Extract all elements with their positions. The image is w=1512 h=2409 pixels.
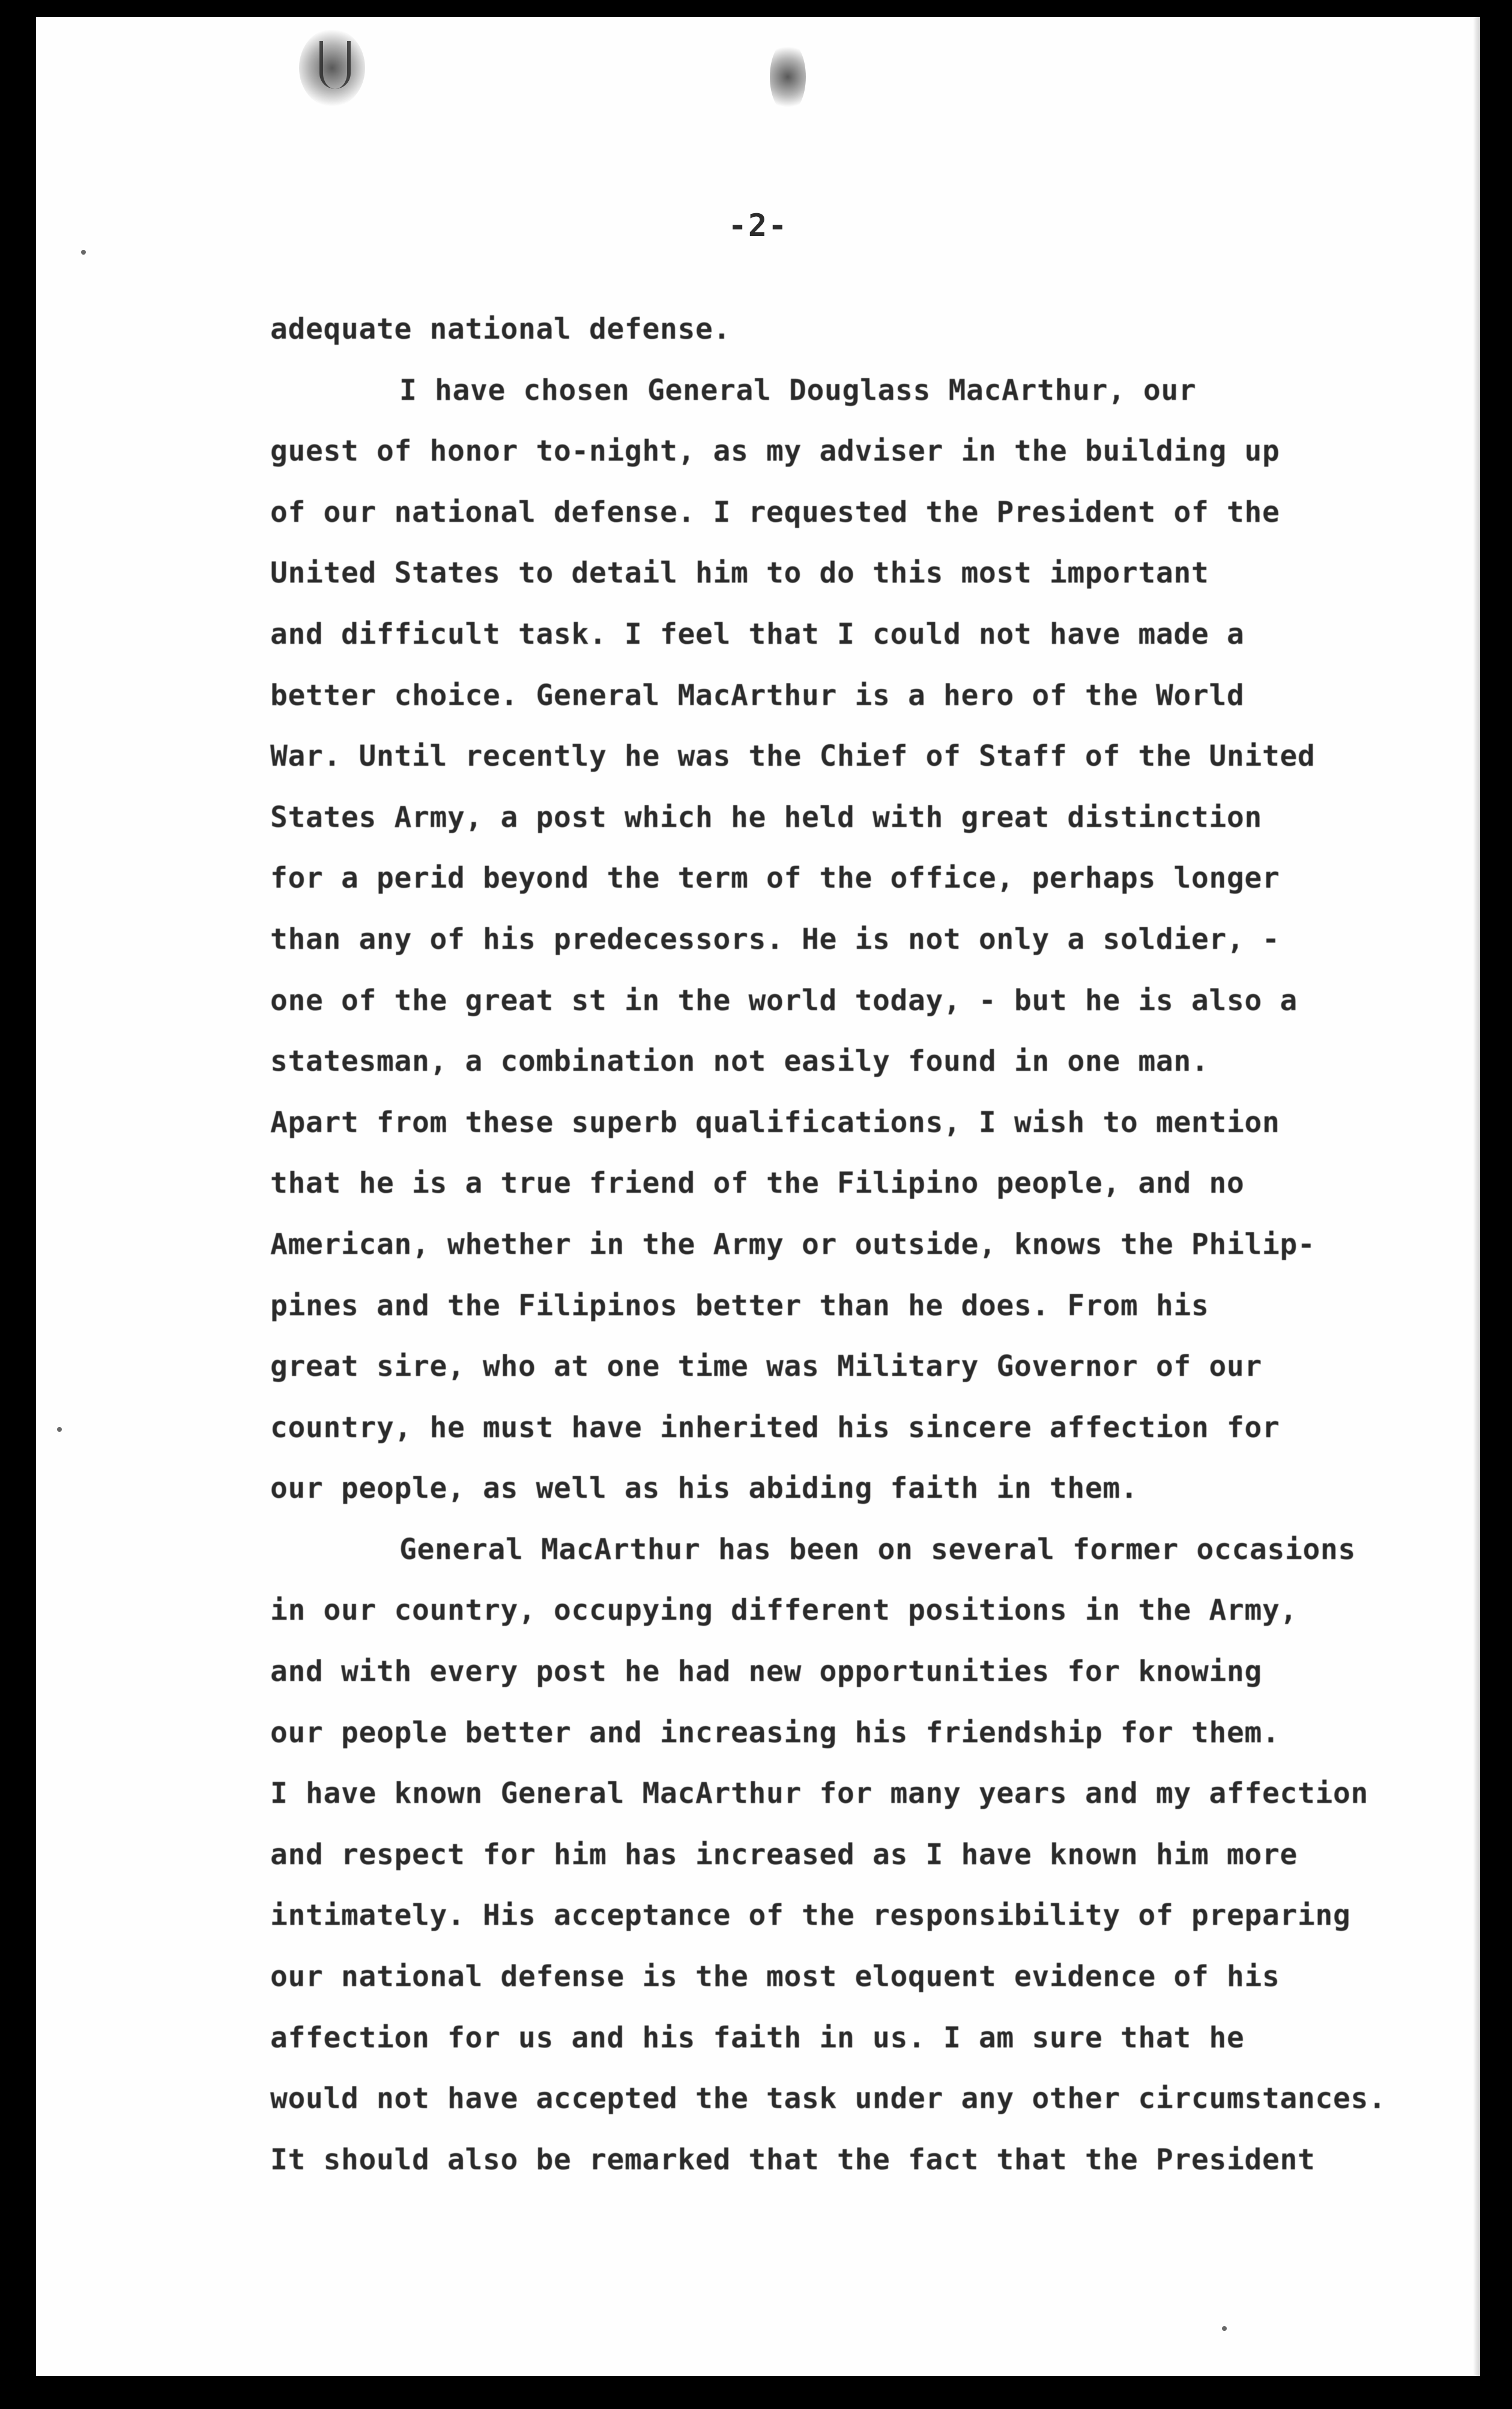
paper-speck bbox=[81, 250, 86, 255]
text-line: affection for us and his faith in us. I am sure that he bbox=[270, 2020, 1245, 2055]
text-line: our people better and increasing his friendship for them. bbox=[270, 1715, 1280, 1750]
text-line: guest of honor to-night, as my adviser in the building up bbox=[270, 434, 1280, 468]
text-line: great sire, who at one time was Military Governor of our bbox=[270, 1350, 1262, 1384]
text-line: It should also be remarked that the fact that the President bbox=[270, 2142, 1316, 2177]
text-line: States Army, a post which he held with great distinction bbox=[270, 800, 1262, 834]
paper-stain bbox=[770, 41, 806, 113]
staple-mark bbox=[319, 41, 351, 89]
text-line: I have known General MacArthur for many years and my affection bbox=[270, 1777, 1368, 1811]
text-line: adequate national defense. bbox=[270, 312, 731, 346]
text-line: intimately. His acceptance of the responsibility of preparing bbox=[270, 1898, 1351, 1933]
text-line: country, he must have inherited his sincere affection for bbox=[270, 1410, 1280, 1444]
text-line: American, whether in the Army or outside, knows the Philip- bbox=[270, 1227, 1316, 1261]
text-line: and difficult task. I feel that I could not have made a bbox=[270, 617, 1245, 651]
text-line: that he is a true friend of the Filipino people, and no bbox=[270, 1166, 1245, 1201]
text-line: General MacArthur has been on several former occasions bbox=[399, 1532, 1356, 1566]
text-line: in our country, occupying different positions in the Army, bbox=[270, 1593, 1298, 1628]
text-line: War. Until recently he was the Chief of Staff of the United bbox=[270, 739, 1316, 774]
text-line: I have chosen General Douglass MacArthur, our bbox=[399, 373, 1197, 407]
document-page bbox=[36, 17, 1480, 2376]
paper-edge bbox=[1473, 17, 1480, 2376]
text-line: United States to detail him to do this most important bbox=[270, 556, 1209, 590]
text-line: pines and the Filipinos better than he does. From his bbox=[270, 1288, 1209, 1323]
text-line: statesman, a combination not easily found in one man. bbox=[270, 1044, 1209, 1079]
text-line: one of the great st in the world today, - but he is also a bbox=[270, 983, 1298, 1017]
body-text bbox=[270, 299, 1447, 2190]
text-line: and with every post he had new opportunities for knowing bbox=[270, 1655, 1262, 1689]
text-line: for a perid beyond the term of the office, perhaps longer bbox=[270, 861, 1280, 895]
text-line: Apart from these superb qualifications, I wish to mention bbox=[270, 1105, 1280, 1139]
page-number: -2- bbox=[728, 208, 788, 244]
text-line: would not have accepted the task under any other circumstances. bbox=[270, 2082, 1387, 2116]
text-line: than any of his predecessors. He is not only a soldier, - bbox=[270, 922, 1280, 956]
text-line: our national defense is the most eloquent evidence of his bbox=[270, 1960, 1280, 1994]
paper-speck bbox=[1222, 2326, 1227, 2331]
text-line: of our national defense. I requested the President of the bbox=[270, 495, 1280, 529]
paper-speck bbox=[57, 1427, 62, 1432]
text-line: better choice. General MacArthur is a hero of the World bbox=[270, 678, 1245, 712]
text-line: and respect for him has increased as I have known him more bbox=[270, 1837, 1298, 1871]
text-line: our people, as well as his abiding faith in them. bbox=[270, 1471, 1139, 1506]
